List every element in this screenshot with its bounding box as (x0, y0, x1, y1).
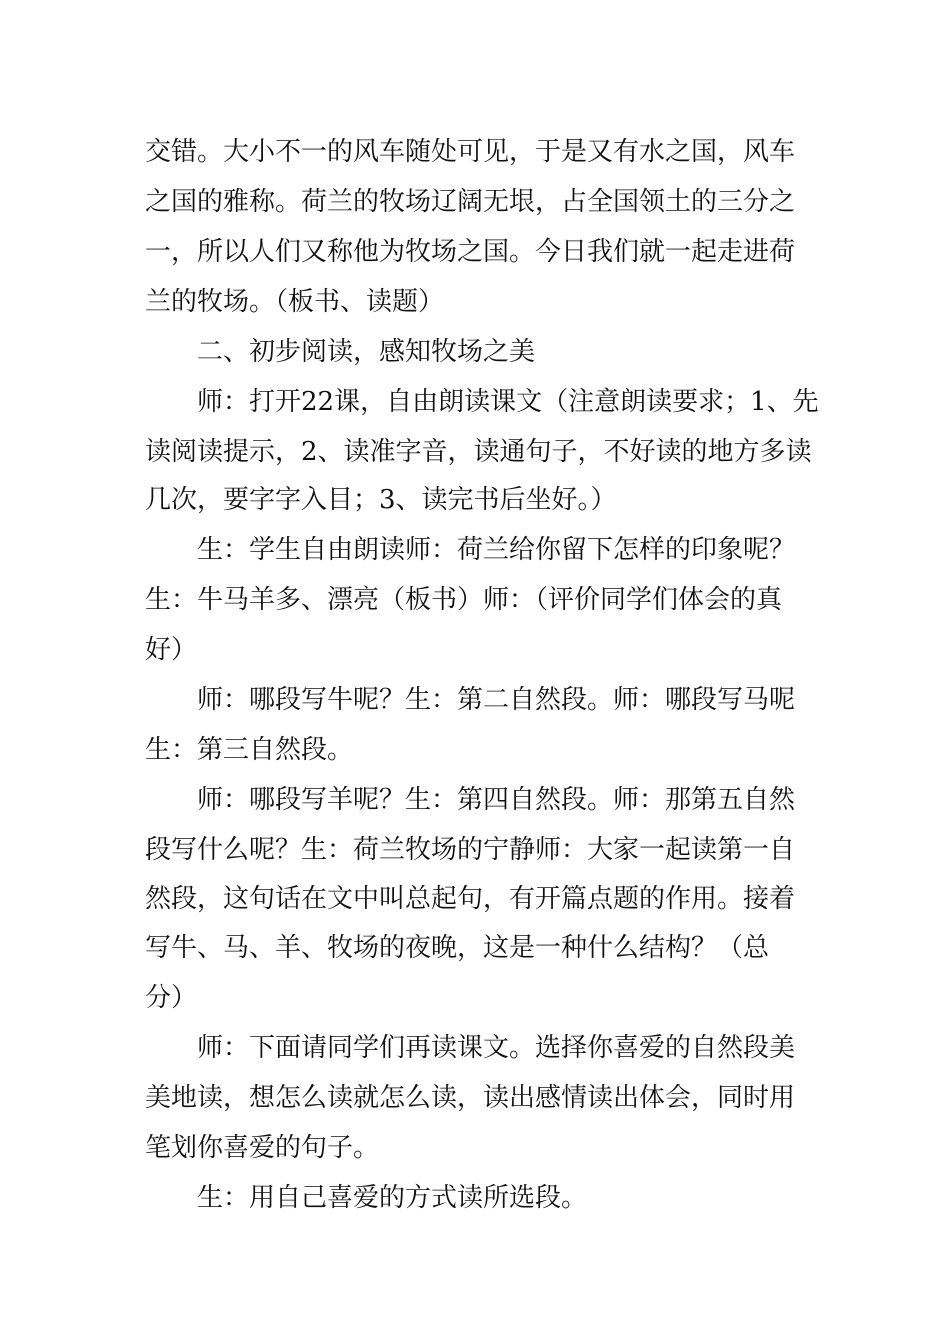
text-line: 师：打开22课，自由朗读课文（注意朗读要求；1、先 (197, 387, 819, 417)
text-line: 生：第三自然段。 (145, 735, 354, 765)
text-line: 交错。大小不一的风车随处可见，于是又有水之国，风车 (145, 137, 796, 167)
text-line: 一，所以人们又称他为牧场之国。今日我们就一起走进荷 (145, 237, 796, 267)
text-line: 好） (145, 635, 198, 665)
text-line: 之国的雅称。荷兰的牧场辽阔无垠，占全国领土的三分之 (145, 187, 796, 217)
text-line: 美地读，想怎么读就怎么读，读出感情读出体会，同时用 (145, 1083, 796, 1113)
text-line: 兰的牧场。（板书、读题） (145, 287, 445, 317)
text-line: 写牛、马、羊、牧场的夜晚，这是一种什么结构？（总 (145, 933, 770, 963)
text-line: 生：学生自由朗读师：荷兰给你留下怎样的印象呢？ (197, 535, 796, 565)
text-line: 生：牛马羊多、漂亮（板书）师：（评价同学们体会的真 (145, 585, 783, 615)
text-line: 师：哪段写牛呢？生：第二自然段。师：哪段写马呢 (197, 685, 796, 715)
text-line: 师：下面请同学们再读课文。选择你喜爱的自然段美 (197, 1033, 796, 1063)
section-heading: 二、初步阅读，感知牧场之美 (197, 337, 536, 367)
text-line: 师：哪段写羊呢？生：第四自然段。师：那第五自然 (197, 785, 796, 815)
text-line: 笔划你喜爱的句子。 (145, 1133, 380, 1163)
text-line: 生：用自己喜爱的方式读所选段。 (197, 1183, 588, 1213)
text-line: 读阅读提示，2、读准字音，读通句子，不好读的地方多读 (145, 437, 812, 467)
text-line: 分） (145, 983, 198, 1013)
text-line: 几次，要字字入目；3、读完书后坐好。） (145, 485, 617, 515)
text-line: 段写什么呢？生：荷兰牧场的宁静师：大家一起读第一自 (145, 835, 796, 865)
text-line: 然段，这句话在文中叫总起句，有开篇点题的作用。接着 (145, 884, 796, 914)
